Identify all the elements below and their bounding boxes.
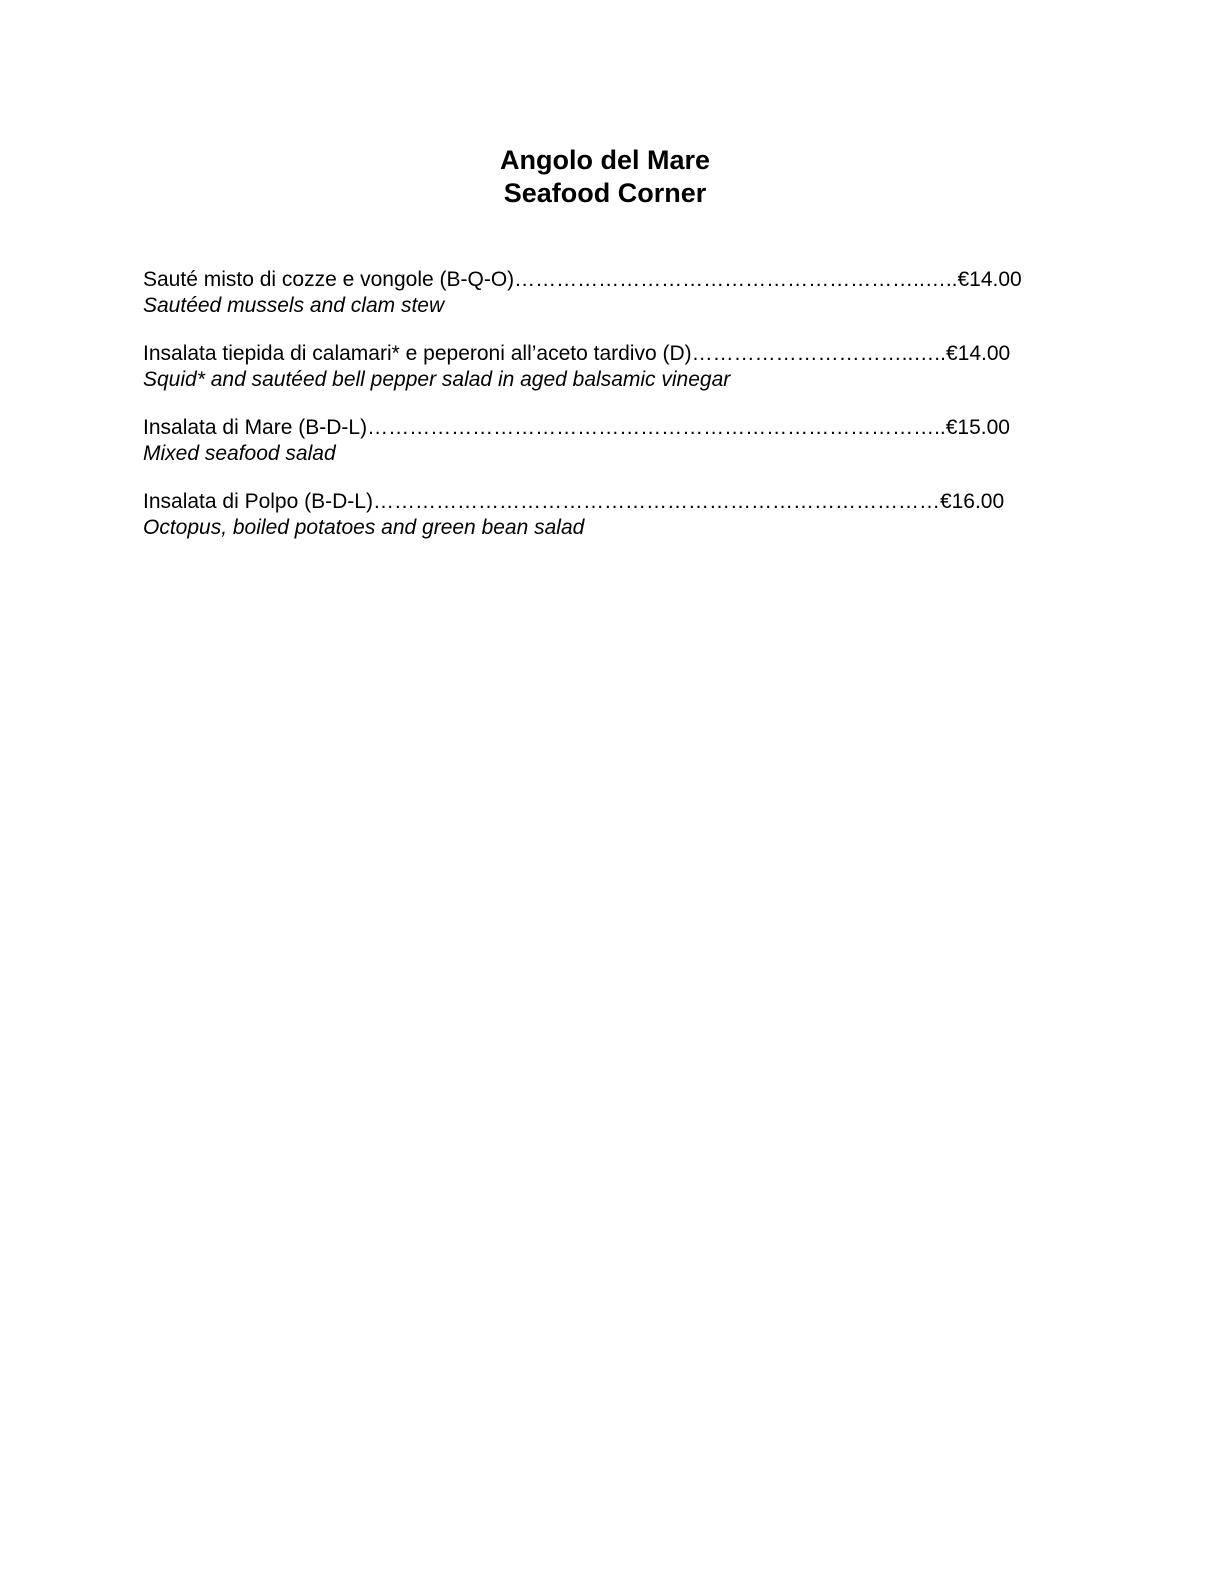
- menu-item-line: [143, 488, 1143, 515]
- menu-item: [143, 266, 1143, 319]
- title-english: Seafood Corner: [503, 178, 707, 208]
- dot-leader: …………………………..…..: [691, 342, 946, 365]
- title-italian: Angolo del Mare: [499, 145, 710, 175]
- menu-item-price: €14.00: [945, 342, 1011, 365]
- menu-item-name: Insalata tiepida di calamari* e peperoni all’aceto tardivo (D): [143, 342, 692, 365]
- menu-item-description: Mixed seafood salad: [143, 442, 336, 465]
- menu-item-description: Sautéed mussels and clam stew: [143, 294, 445, 317]
- menu-item-line: [143, 340, 1143, 367]
- menu-item-name: Sauté misto di cozze e vongole (B-Q-O): [143, 268, 515, 291]
- menu-item-line: [143, 414, 1143, 441]
- dot-leader: ………………………………………………………………………: [372, 490, 940, 513]
- menu-item-name: Insalata di Mare (B-D-L): [143, 416, 368, 439]
- menu-item-line: [143, 266, 1143, 293]
- menu-item: [143, 488, 1143, 541]
- menu-list: [143, 266, 1143, 562]
- menu-item-price: €16.00: [939, 490, 1005, 513]
- menu-item-price: €14.00: [957, 268, 1022, 291]
- dot-leader: …………………………………………………..…..: [514, 268, 958, 291]
- menu-item-description: Octopus, boiled potatoes and green bean salad: [143, 516, 585, 539]
- menu-item-name: Insalata di Polpo (B-D-L): [143, 490, 373, 513]
- menu-item: [143, 340, 1143, 393]
- menu-title: [0, 144, 1210, 210]
- menu-item-price: €15.00: [945, 416, 1010, 439]
- menu-item: [143, 414, 1143, 467]
- menu-item-description: Squid* and sautéed bell pepper salad in aged balsamic vinegar: [143, 368, 731, 391]
- dot-leader: ………………………………………………………………………..: [367, 416, 946, 439]
